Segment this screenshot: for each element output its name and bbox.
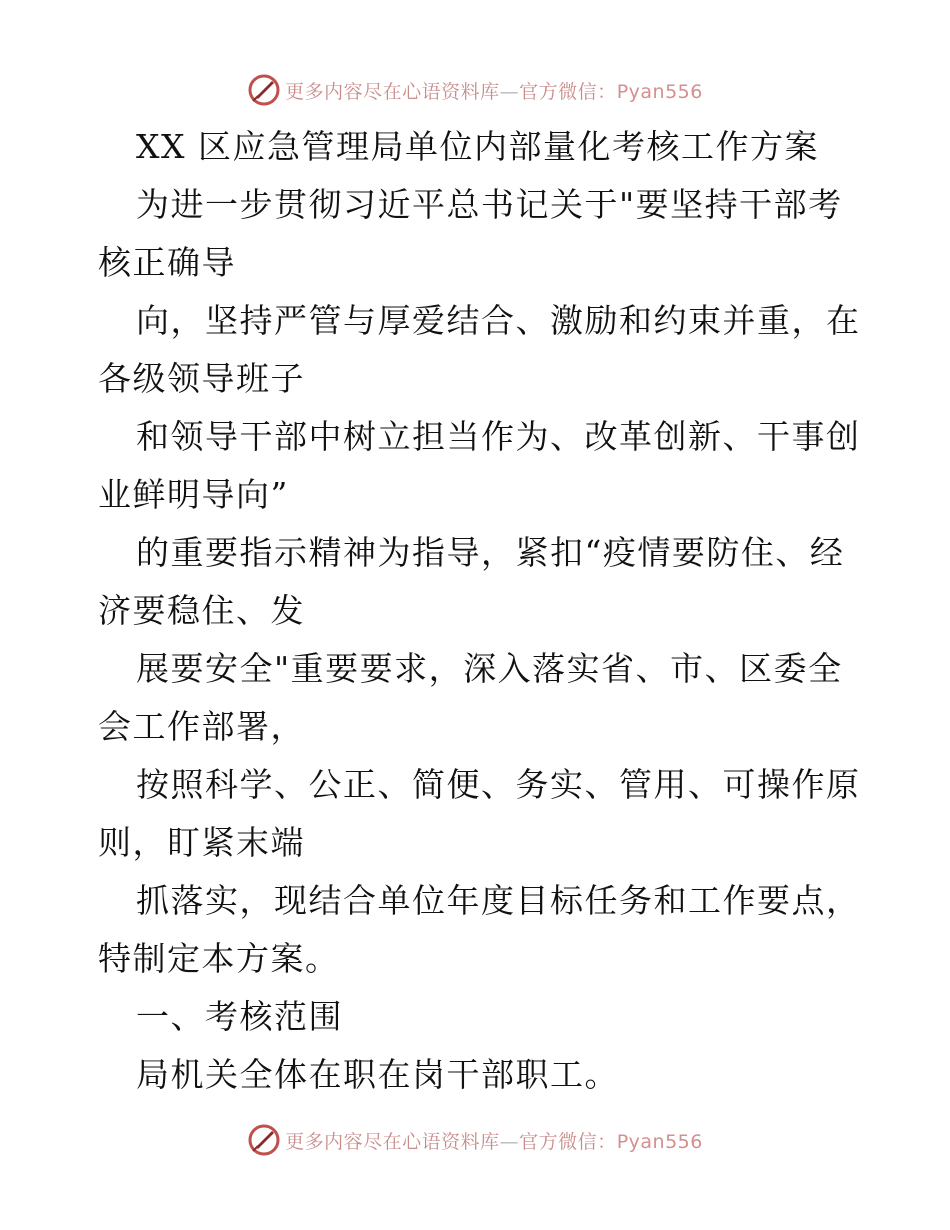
watermark-text: 更多内容尽在心语资料库—官方微信：Pyan556 — [285, 80, 703, 103]
quill-seal-icon — [247, 1123, 281, 1157]
paragraph-line: 展要安全"重要要求，深入落实省、市、区委全 — [136, 649, 843, 688]
paragraph-line: 抓落实，现结合单位年度目标任务和工作要点， — [136, 881, 861, 920]
paragraph-line: 按照科学、公正、简便、务实、管用、可操作原 — [136, 765, 861, 804]
paragraph-line: 则，盯紧末端 — [98, 823, 305, 862]
document-body — [98, 118, 861, 1104]
watermark-text: 更多内容尽在心语资料库—官方微信：Pyan556 — [285, 1130, 703, 1153]
paragraph-line: 为进一步贯彻习近平总书记关于"要坚持干部考 — [136, 185, 843, 224]
paragraph-line: 会工作部署， — [98, 707, 305, 746]
paragraph-line: 和领导干部中树立担当作为、改革创新、干事创 — [136, 417, 861, 456]
paragraph-line: 向，坚持严管与厚爱结合、激励和约束并重，在 — [136, 301, 861, 340]
quill-seal-icon — [247, 73, 281, 107]
paragraph-line: 的重要指示精神为指导，紧扣“疫情要防住、经 — [136, 533, 845, 572]
paragraph-line: 济要稳住、发 — [98, 591, 305, 630]
paragraph-line: 各级领导班子 — [98, 359, 305, 398]
paragraph-line: 局机关全体在职在岗干部职工。 — [136, 1055, 619, 1094]
section-heading: 一、考核范围 — [136, 997, 343, 1036]
document-title: XX 区应急管理局单位内部量化考核工作方案 — [136, 127, 819, 166]
paragraph-line: 核正确导 — [98, 243, 236, 282]
watermark-header — [0, 70, 950, 110]
paragraph-line: 特制定本方案。 — [98, 939, 340, 978]
paragraph-line: 业鲜明导向” — [98, 475, 289, 514]
watermark-footer — [0, 1120, 950, 1160]
